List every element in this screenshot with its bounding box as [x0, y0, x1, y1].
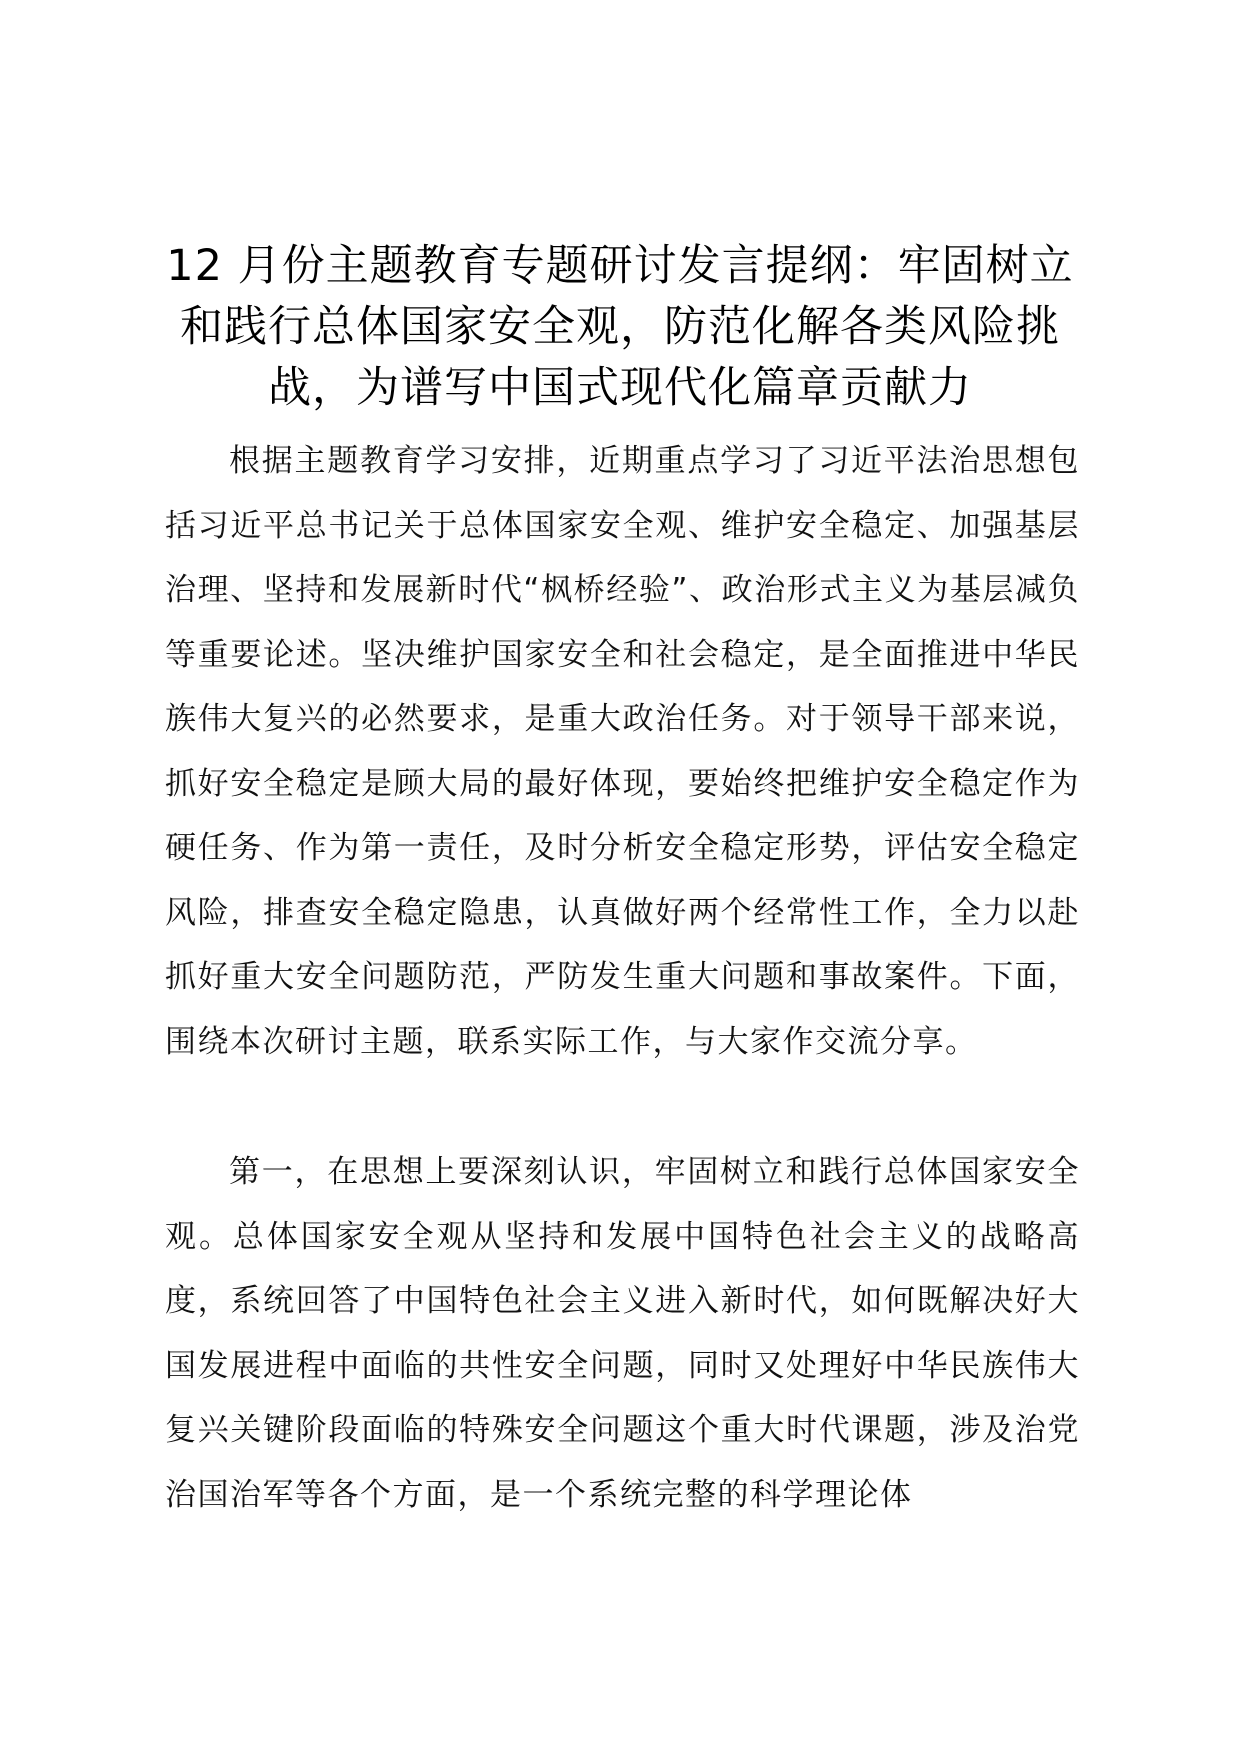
body-paragraph-1: 根据主题教育学习安排，近期重点学习了习近平法治思想包括习近平总书记关于总体国家安全观、维护安全稳定、加强基层治理、坚持和发展新时代“枫桥经验”、政治形式主义为基层减负等重要论述。坚决维护国家安全和社会稳定，是全面推进中华民族伟大复兴的必然要求，是重大政治任务。对于领导干部来说，抓好安全稳定是顾大局的最好体现，要始终把维护安全稳定作为硬任务、作为第一责任，及时分析安全稳定形势，评估安全稳定风险，排查安全稳定隐患，认真做好两个经常性工作，全力以赴抓好重大安全问题防范，严防发生重大问题和事故案件。下面，围绕本次研讨主题，联系实际工作，与大家作交流分享。: [165, 443, 1080, 1060]
body-paragraph-2: 第一，在思想上要深刻认识，牢固树立和践行总体国家安全观。总体国家安全观从坚持和发展中国特色社会主义的战略高度，系统回答了中国特色社会主义进入新时代，如何既解决好大国发展进程中面临的共性安全问题，同时又处理好中华民族伟大复兴关键阶段面临的特殊安全问题这个重大时代课题，涉及治党治国治军等各个方面，是一个系统完整的科学理论体: [165, 1154, 1080, 1513]
document-title: 12 月份主题教育专题研讨发言提纲：牢固树立和践行总体国家安全观，防范化解各类风险挑战，为谱写中国式现代化篇章贡献力: [166, 241, 1074, 413]
